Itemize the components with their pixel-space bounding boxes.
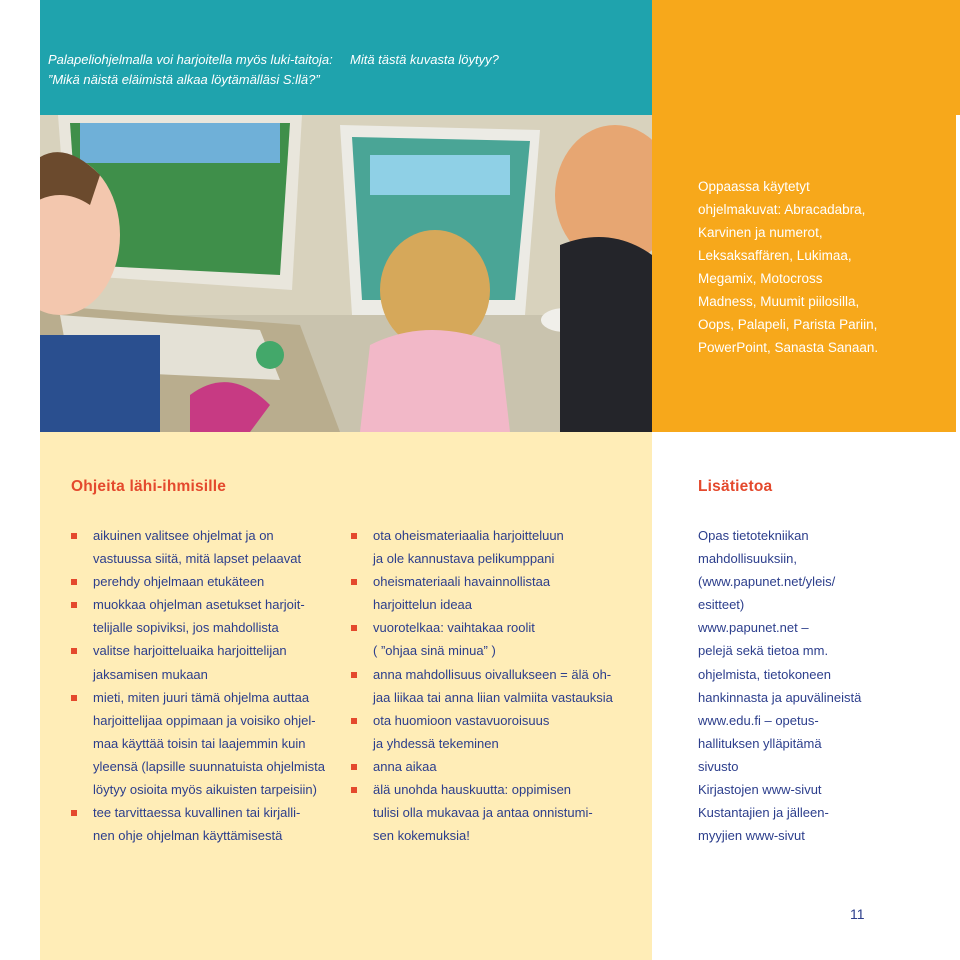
programs-line: ohjelmakuvat: Abracadabra, <box>698 202 866 217</box>
info-line: (www.papunet.net/yleis/ <box>698 574 836 590</box>
info-line: myyjien www-sivut <box>698 828 805 844</box>
info-line: ohjelmista, tietokoneen <box>698 666 831 682</box>
list-line: vastuussa siitä, mitä lapset pelaavat <box>93 551 302 567</box>
programs-line: Megamix, Motocross <box>698 271 823 286</box>
list-item <box>351 709 649 755</box>
list-line: anna aikaa <box>373 758 437 774</box>
list-item <box>351 524 649 570</box>
info-line: pelejä sekä tietoa mm. <box>698 643 829 659</box>
programs-list <box>698 175 948 359</box>
guidance-column-2 <box>351 524 649 847</box>
list-item <box>351 616 649 662</box>
info-line: sivusto <box>698 758 739 774</box>
list-line: oheismateriaali havainnollistaa <box>373 574 551 590</box>
info-line: esitteet) <box>698 597 745 613</box>
info-line: hallituksen ylläpitämä <box>698 735 822 751</box>
guidance-column-1 <box>71 524 346 847</box>
info-line: www.papunet.net – <box>698 620 809 636</box>
list-line: harjoittelijaa oppimaan ja voisiko ohjel- <box>93 712 316 728</box>
list-item <box>71 524 346 570</box>
list-line: ja yhdessä tekeminen <box>373 735 499 751</box>
list-line: muokkaa ohjelman asetukset harjoit- <box>93 597 305 613</box>
list-line: älä unohda hauskuutta: oppimisen <box>373 782 572 798</box>
list-line: valitse harjoitteluaika harjoittelijan <box>93 643 287 659</box>
list-item <box>71 593 346 639</box>
info-line: mahdollisuuksiin, <box>698 551 797 567</box>
list-item <box>71 570 346 593</box>
list-line: yleensä (lapsille suunnatuista ohjelmista <box>93 758 325 774</box>
guidance-list-1 <box>71 524 346 847</box>
list-line: jaa liikaa tai anna liian valmiita vastauksia <box>373 689 613 705</box>
list-item <box>351 755 649 778</box>
list-line: ja ole kannustava pelikumppani <box>373 551 555 567</box>
list-line: tulisi olla mukavaa ja antaa onnistumi- <box>373 805 593 821</box>
list-line: aikuinen valitsee ohjelmat ja on <box>93 528 274 543</box>
programs-line: Oops, Palapeli, Parista Pariin, <box>698 317 878 332</box>
list-line: sen kokemuksia! <box>373 828 470 844</box>
guidance-heading: Ohjeita lähi-ihmisille <box>71 478 227 495</box>
list-line: nen ohje ohjelman käyttämisestä <box>93 828 283 844</box>
info-line: hankinnasta ja apuvälineistä <box>698 689 862 705</box>
list-line: ota oheismateriaalia harjoitteluun <box>373 528 564 543</box>
more-info-heading: Lisätietoa <box>698 478 773 495</box>
list-line: maa käyttää toisin tai laajemmin kuin <box>93 735 306 751</box>
list-line: vuorotelkaa: vaihtakaa roolit <box>373 620 535 636</box>
list-line: anna mahdollisuus oivallukseen = älä oh- <box>373 666 612 682</box>
list-line: harjoittelun ideaa <box>373 597 473 613</box>
list-item <box>351 778 649 847</box>
list-line: jaksamisen mukaan <box>93 666 208 682</box>
list-item <box>351 570 649 616</box>
caption-line-1: Palapeliohjelmalla voi harjoitella myös luki-taitoja: <box>48 52 333 67</box>
list-line: perehdy ohjelmaan etukäteen <box>93 574 265 590</box>
list-item <box>71 639 346 685</box>
list-line: mieti, miten juuri tämä ohjelma auttaa <box>93 689 310 705</box>
list-item <box>71 686 346 801</box>
programs-line: Leksaksaffären, Lukimaa, <box>698 248 852 263</box>
info-line: Kirjastojen www-sivut <box>698 782 822 798</box>
page-number: 11 <box>850 906 865 922</box>
top-right-band <box>652 0 960 115</box>
photo-caption-right: Mitä tästä kuvasta löytyy? <box>350 52 499 67</box>
list-line: telijalle sopiviksi, jos mahdollista <box>93 620 279 636</box>
photo-illustration <box>40 115 652 432</box>
programs-line: Oppaassa käytetyt <box>698 179 810 194</box>
list-line: ( ”ohjaa sinä minua” ) <box>373 643 496 659</box>
programs-line: Madness, Muumit piilosilla, <box>698 294 860 309</box>
more-info-column <box>698 524 948 847</box>
programs-line: PowerPoint, Sanasta Sanaan. <box>698 340 879 355</box>
list-item <box>351 663 649 709</box>
list-item <box>71 801 346 847</box>
info-line: Opas tietotekniikan <box>698 528 809 543</box>
children-at-computers-photo <box>40 115 652 432</box>
guidance-list-2 <box>351 524 649 847</box>
photo-caption-left <box>48 50 348 90</box>
list-line: löytyy osioita myös aikuisten tarpeisiin) <box>93 782 317 798</box>
info-line: www.edu.fi – opetus- <box>698 712 819 728</box>
info-line: Kustantajien ja jälleen- <box>698 805 829 821</box>
programs-line: Karvinen ja numerot, <box>698 225 823 240</box>
list-line: ota huomioon vastavuoroisuus <box>373 712 550 728</box>
caption-line-2: ”Mikä näistä eläimistä alkaa löytämälläsi S:llä?” <box>48 72 320 87</box>
list-line: tee tarvittaessa kuvallinen tai kirjalli- <box>93 805 301 821</box>
